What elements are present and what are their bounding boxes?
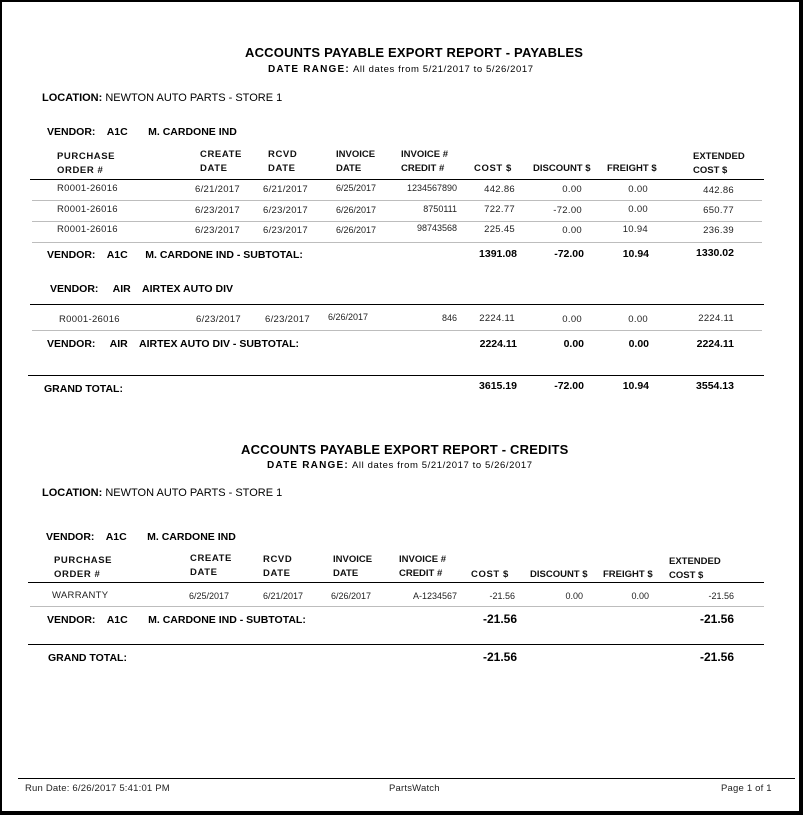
cell-freight: 0.00 xyxy=(631,591,649,601)
cell-create-date: 6/25/2017 xyxy=(189,591,230,601)
cell-discount: 0.00 xyxy=(565,591,583,601)
cell-po: R0001-26016 xyxy=(59,314,120,325)
grand-total-divider xyxy=(28,644,764,645)
subtotal-freight: 0.00 xyxy=(628,338,649,350)
col-header-freight: FREIGHT $ xyxy=(603,569,653,580)
col-header-extended-cost: EXTENDED COST $ xyxy=(669,556,721,581)
payables-date-range xyxy=(268,64,534,75)
date-range-label: DATE RANGE: xyxy=(268,64,350,75)
subtotal-cost: 1391.08 xyxy=(479,248,517,260)
cell-create-date: 6/21/2017 xyxy=(195,184,240,195)
cell-discount: 0.00 xyxy=(562,225,582,236)
row-divider xyxy=(32,330,762,331)
vendor-header xyxy=(50,283,233,295)
vendor-header xyxy=(47,126,237,138)
col-header-cost: COST $ xyxy=(471,569,509,580)
footer-divider xyxy=(18,778,795,779)
cell-create-date: 6/23/2017 xyxy=(196,314,241,325)
cell-freight: 0.00 xyxy=(628,314,648,325)
col-header-create-date: CREATE DATE xyxy=(190,553,232,578)
cell-extended: 2224.11 xyxy=(698,313,734,324)
col-header-po: PURCHASE ORDER # xyxy=(57,151,116,176)
header-divider xyxy=(30,179,764,180)
col-header-discount: DISCOUNT $ xyxy=(530,569,588,580)
cell-invoice-date: 6/26/2017 xyxy=(331,591,372,601)
subtotal-cost: 2224.11 xyxy=(479,338,517,350)
location-value: NEWTON AUTO PARTS - STORE 1 xyxy=(105,487,283,499)
credits-location xyxy=(42,487,282,499)
col-header-po: PURCHASE ORDER # xyxy=(54,555,113,580)
row-divider xyxy=(32,221,762,222)
cell-extended: 442.86 xyxy=(703,185,734,196)
cell-extended: 650.77 xyxy=(703,205,734,216)
run-date: Run Date: 6/26/2017 5:41:01 PM xyxy=(25,783,170,794)
col-header-invoice-date: INVOICE DATE xyxy=(336,149,376,174)
cell-extended: -21.56 xyxy=(708,591,734,601)
col-header-rcvd-date: RCVD DATE xyxy=(263,554,293,579)
cell-po: R0001-26016 xyxy=(57,204,118,215)
col-header-freight: FREIGHT $ xyxy=(607,163,657,174)
cell-extended: 236.39 xyxy=(703,225,734,236)
location-label: LOCATION: xyxy=(42,92,103,104)
cell-freight: 0.00 xyxy=(628,184,648,195)
grand-total-label: GRAND TOTAL: xyxy=(44,383,123,395)
grand-total-extended: 3554.13 xyxy=(696,380,734,392)
cell-invoice-number: A-1234567 xyxy=(412,591,457,601)
cell-freight: 0.00 xyxy=(628,204,648,215)
subtotal-discount: 0.00 xyxy=(563,338,584,350)
cell-discount: -72.00 xyxy=(553,205,582,216)
vendor-label: VENDOR: xyxy=(46,531,95,543)
cell-cost: 225.45 xyxy=(484,224,515,235)
vendor-code: A1C xyxy=(106,126,128,138)
col-header-rcvd-date: RCVD DATE xyxy=(268,149,298,174)
grand-total-cost: -21.56 xyxy=(482,650,517,664)
subtotal-cost: -21.56 xyxy=(482,612,517,626)
cell-freight: 10.94 xyxy=(622,224,648,235)
subtotal-freight: 10.94 xyxy=(622,248,649,260)
cell-rcvd-date: 6/21/2017 xyxy=(263,591,304,601)
row-divider xyxy=(30,606,764,607)
cell-cost: 442.86 xyxy=(484,184,515,195)
report-title-main: ACCOUNTS PAYABLE EXPORT REPORT xyxy=(241,442,498,457)
cell-po: R0001-26016 xyxy=(57,183,118,194)
cell-invoice-date: 6/25/2017 xyxy=(336,183,377,193)
cell-po: WARRANTY xyxy=(52,590,109,601)
row-divider xyxy=(32,200,762,201)
col-header-invoice-number: INVOICE # CREDIT # xyxy=(399,554,446,579)
col-header-cost: COST $ xyxy=(474,163,512,174)
location-label: LOCATION: xyxy=(42,487,103,499)
subtotal-extended: 1330.02 xyxy=(696,247,734,259)
app-name: PartsWatch xyxy=(389,783,440,794)
subtotal-label: VENDOR: A1C M. CARDONE IND - SUBTOTAL: xyxy=(47,614,306,626)
credits-report-title xyxy=(241,442,569,457)
cell-rcvd-date: 6/23/2017 xyxy=(265,314,310,325)
vendor-name: M. CARDONE IND xyxy=(148,126,237,138)
cell-invoice-date: 6/26/2017 xyxy=(336,225,377,235)
row-divider xyxy=(32,242,762,243)
subtotal-label: VENDOR: AIR AIRTEX AUTO DIV - SUBTOTAL: xyxy=(47,338,300,350)
cell-cost: -21.56 xyxy=(489,591,515,601)
cell-discount: 0.00 xyxy=(562,314,582,325)
cell-invoice-date: 6/26/2017 xyxy=(328,312,369,322)
grand-total-freight: 10.94 xyxy=(622,380,649,392)
vendor-code: AIR xyxy=(112,283,131,295)
vendor-divider xyxy=(30,304,764,305)
cell-po: R0001-26016 xyxy=(57,224,118,235)
col-header-extended-cost: EXTENDED COST $ xyxy=(693,151,745,176)
vendor-name: M. CARDONE IND xyxy=(147,531,236,543)
report-title-main: ACCOUNTS PAYABLE EXPORT REPORT xyxy=(245,45,502,60)
grand-total-cost: 3615.19 xyxy=(479,380,517,392)
vendor-name: AIRTEX AUTO DIV xyxy=(142,283,234,295)
cell-discount: 0.00 xyxy=(562,184,582,195)
report-title-suffix: - CREDITS xyxy=(501,442,569,457)
subtotal-extended: -21.56 xyxy=(699,612,734,626)
cell-rcvd-date: 6/23/2017 xyxy=(263,205,308,216)
col-header-create-date: CREATE DATE xyxy=(200,149,242,174)
date-range-value: All dates from 5/21/2017 to 5/26/2017 xyxy=(353,64,534,75)
cell-create-date: 6/23/2017 xyxy=(195,225,240,236)
grand-total-extended: -21.56 xyxy=(699,650,734,664)
date-range-label: DATE RANGE: xyxy=(267,460,349,471)
subtotal-discount: -72.00 xyxy=(554,248,584,260)
report-title-suffix: - PAYABLES xyxy=(505,45,584,60)
cell-rcvd-date: 6/23/2017 xyxy=(263,225,308,236)
cell-invoice-number: 98743568 xyxy=(416,223,457,233)
subtotal-extended: 2224.11 xyxy=(696,338,734,350)
col-header-invoice-number: INVOICE # CREDIT # xyxy=(401,149,448,174)
col-header-invoice-date: INVOICE DATE xyxy=(333,554,373,579)
cell-invoice-number: 8750111 xyxy=(423,204,457,214)
credits-date-range xyxy=(267,460,533,471)
grand-total-divider xyxy=(28,375,764,376)
col-header-discount: DISCOUNT $ xyxy=(533,163,591,174)
cell-rcvd-date: 6/21/2017 xyxy=(263,184,308,195)
location-value: NEWTON AUTO PARTS - STORE 1 xyxy=(105,92,283,104)
page-number: Page 1 of 1 xyxy=(721,783,772,794)
cell-cost: 2224.11 xyxy=(479,313,515,324)
vendor-code: A1C xyxy=(105,531,127,543)
cell-invoice-number: 846 xyxy=(441,313,457,323)
cell-create-date: 6/23/2017 xyxy=(195,205,240,216)
cell-invoice-date: 6/26/2017 xyxy=(336,205,377,215)
date-range-value: All dates from 5/21/2017 to 5/26/2017 xyxy=(352,460,533,471)
subtotal-label: VENDOR: A1C M. CARDONE IND - SUBTOTAL: xyxy=(47,249,303,261)
grand-total-label: GRAND TOTAL: xyxy=(48,652,127,664)
payables-report-title xyxy=(245,45,583,60)
payables-location xyxy=(42,92,282,104)
vendor-label: VENDOR: xyxy=(50,283,99,295)
vendor-label: VENDOR: xyxy=(47,126,96,138)
grand-total-discount: -72.00 xyxy=(554,380,584,392)
cell-cost: 722.77 xyxy=(484,204,515,215)
vendor-header xyxy=(46,531,236,543)
header-divider xyxy=(28,582,764,583)
cell-invoice-number: 1234567890 xyxy=(406,183,457,193)
